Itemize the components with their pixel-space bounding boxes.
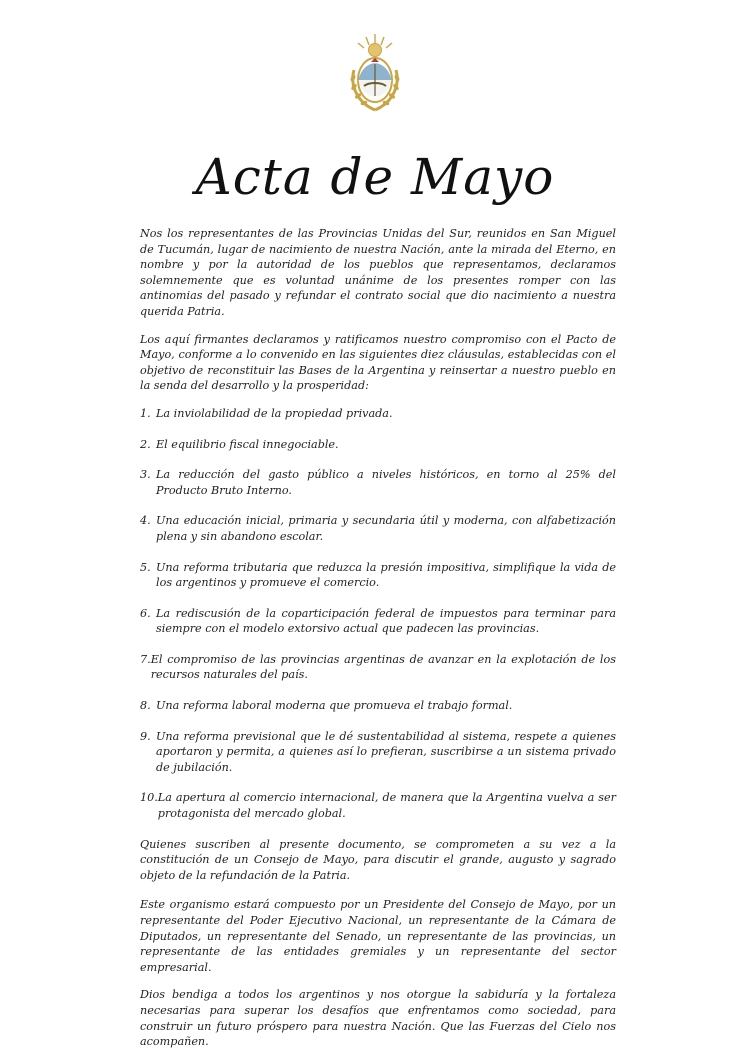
clause-number: 9. [140, 729, 151, 743]
clause-text: Una reforma laboral moderna que promueva el trabajo formal. [156, 699, 513, 713]
clause-text: Una reforma tributaria que reduzca la presión impositiva, simplifique la vida de los argentinos y promueve el comercio. [156, 560, 616, 590]
clause-text: Una educación inicial, primaria y secundaria útil y moderna, con alfabetización plena y sin abandono escolar. [156, 514, 616, 543]
clause-list [140, 406, 616, 822]
clause-number: 6. [140, 606, 151, 620]
document-title: Acta de Mayo [195, 148, 555, 206]
list-item [140, 790, 616, 821]
clause-number: 4. [140, 514, 151, 528]
document-body [140, 226, 616, 1062]
closing-paragraph: Dios bendiga a todos los argentinos y nos otorgue la sabiduría y la fortaleza necesarias para superar los desafíos que enfrentamos como sociedad, para construir un futuro próspero para nuestra Nación. Que las Fuerzas del Cielo nos acompañen. [140, 988, 616, 1049]
clause-text: La inviolabilidad de la propiedad privada. [156, 406, 393, 420]
clause-number: 8. [140, 699, 151, 713]
closing-paragraph: Este organismo estará compuesto por un Presidente del Consejo de Mayo, por un representante del Poder Ejecutivo Nacional, un representante de la Cámara de Diputados, un representante del Senado, un representante de las provincias, un representante de las entidades gremiales y un representante del sector empresarial. [140, 898, 616, 974]
list-item [140, 606, 616, 637]
clause-number: 5. [140, 560, 151, 574]
list-item [140, 437, 616, 453]
closing-paragraph: Quienes suscriben al presente documento, se comprometen a su vez a la constitución de un Consejo de Mayo, para discutir el grande, augusto y sagrado objeto de la refundación de la Patria. [140, 837, 616, 882]
clause-number: 3. [140, 468, 151, 482]
list-item [140, 698, 616, 714]
list-item [140, 467, 616, 498]
list-item [140, 652, 616, 683]
intro-paragraph: Los aquí firmantes declaramos y ratificamos nuestro compromiso con el Pacto de Mayo, conforme a lo convenido en las siguientes diez cláusulas, establecidas con el objetivo de reconstituir las Bases de la Argentina y reinsertar a nuestro pueblo en la senda del desarrollo y la prosperidad: [140, 332, 616, 393]
coat-of-arms-icon [344, 30, 406, 116]
list-item [140, 560, 616, 591]
clause-text: La reducción del gasto público a niveles históricos, en torno al 25% del Producto Bruto Interno. [156, 468, 616, 497]
clause-number: 10. [140, 791, 158, 805]
list-item [140, 729, 616, 776]
intro-paragraph: Nos los representantes de las Provincias Unidas del Sur, reunidos en San Miguel de Tucumán, lugar de nacimiento de nuestra Nación, ante la mirada del Eterno, en nombre y por la autoridad de los pueblos que representamos, declaramos solemnemente que es voluntad unánime de los presentes romper con las antinomias del pasado y refundar el contrato social que dio nacimiento a nuestra querida Patria. [140, 227, 616, 318]
clause-number: 1. [140, 406, 151, 420]
clause-text: Una reforma previsional que le dé sustentabilidad al sistema, respete a quienes aportaron y permita, a quienes así lo prefieran, suscribirse a un sistema privado de jubilación. [156, 729, 616, 774]
list-item [140, 406, 616, 422]
clause-number: 2. [140, 437, 151, 451]
national-coat-of-arms-seal [344, 30, 406, 116]
clause-text: La apertura al comercio internacional, de manera que la Argentina vuelva a ser protagonista del mercado global. [157, 791, 616, 821]
clause-number: 7. [140, 652, 151, 666]
clause-text: El equilibrio fiscal innegociable. [156, 437, 339, 451]
list-item [140, 513, 616, 544]
clause-text: La rediscusión de la coparticipación federal de impuestos para terminar para siempre con el modelo extorsivo actual que padecen las provincias. [156, 606, 616, 636]
clause-text: El compromiso de las provincias argentinas de avanzar en la explotación de los recursos naturales del país. [150, 652, 616, 682]
